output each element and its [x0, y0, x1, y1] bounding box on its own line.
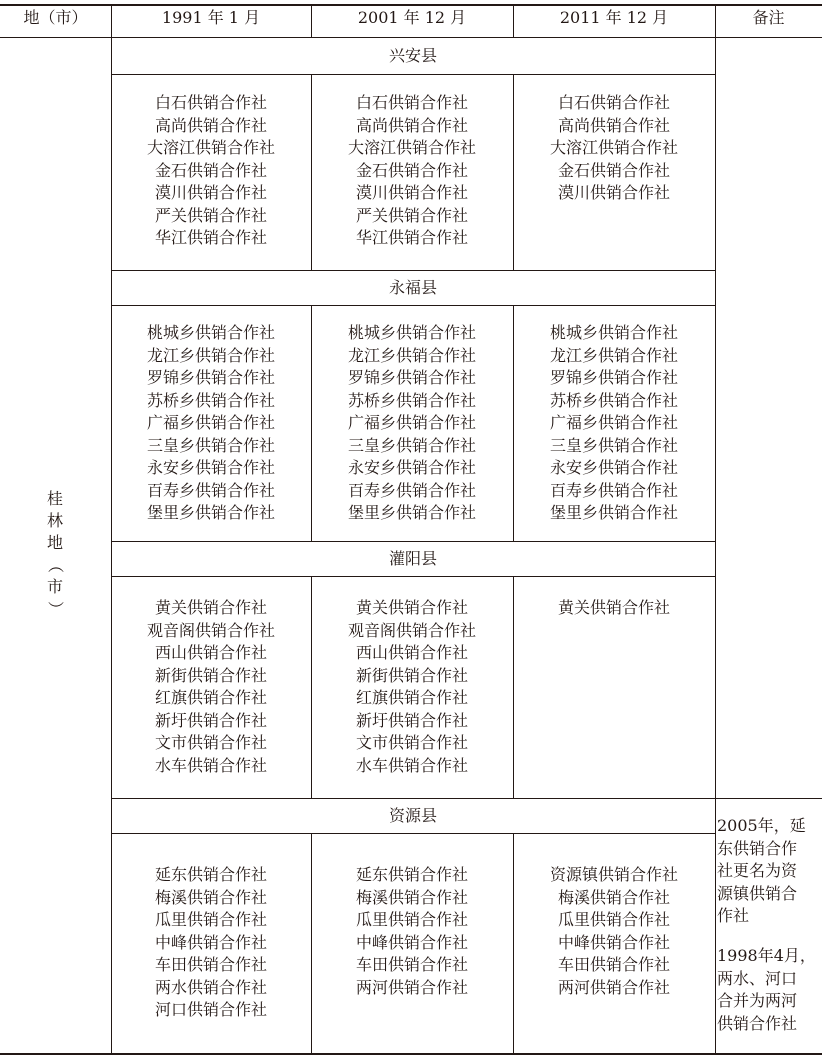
text-line: 河口供销合作社 [154, 1000, 267, 1019]
text-line: 罗锦乡供销合作社 [347, 368, 476, 387]
coop-list-2001 [311, 864, 513, 999]
region-paren-open: （ [46, 556, 65, 573]
text-line: 白石供销合作社 [154, 93, 267, 112]
text-line: 白石供销合作社 [355, 93, 468, 112]
text-line: 西山供销合作社 [355, 643, 468, 662]
text-line: 高尚供销合作社 [557, 115, 670, 135]
region-paren-close: ） [46, 600, 65, 617]
text-line: 2005年，延 [717, 816, 806, 835]
text-line: 中峰供销合作社 [355, 932, 468, 952]
coop-list-2001 [311, 597, 513, 777]
text-line: 延东供销合作社 [154, 865, 267, 884]
text-line: 两水供销合作社 [154, 977, 267, 997]
text-line: 百寿乡供销合作社 [549, 480, 678, 500]
text-line: 白石供销合作社 [557, 93, 670, 112]
text-line: 合并为两河 [717, 991, 798, 1010]
note-merge [717, 945, 817, 1035]
header-2011: 2011 年 12 月 [559, 8, 669, 27]
text-line: 三皇乡供销合作社 [549, 435, 678, 455]
text-line: 严关供销合作社 [154, 205, 267, 225]
county-name: 兴安县 [388, 46, 437, 65]
text-line: 东供销合作 [717, 838, 798, 858]
coop-list-1991 [111, 597, 311, 777]
text-line: 高尚供销合作社 [154, 115, 267, 135]
text-line: 苏桥乡供销合作社 [146, 390, 275, 410]
coop-list-2011 [513, 322, 715, 525]
coop-list-1991 [111, 322, 311, 525]
text-line: 金石供销合作社 [154, 160, 267, 180]
col-rule-4 [715, 4, 716, 1054]
text-line: 百寿乡供销合作社 [146, 480, 275, 500]
text-line: 两河供销合作社 [355, 977, 468, 997]
county-rule-1 [111, 74, 715, 75]
text-line: 社更名为资 [717, 861, 798, 880]
text-line: 龙江乡供销合作社 [549, 345, 678, 365]
text-line: 堡里乡供销合作社 [347, 503, 476, 522]
text-line: 黄关供销合作社 [154, 598, 267, 617]
text-line: 堡里乡供销合作社 [549, 503, 678, 522]
text-line: 三皇乡供销合作社 [347, 435, 476, 455]
text-line: 黄关供销合作社 [557, 598, 670, 617]
text-line: 梅溪供销合作社 [154, 887, 267, 907]
text-line: 严关供销合作社 [355, 205, 468, 225]
text-line: 瓜里供销合作社 [355, 910, 468, 929]
text-line: 龙江乡供销合作社 [347, 345, 476, 365]
text-line: 广福乡供销合作社 [549, 413, 678, 432]
header-1991: 1991 年 1 月 [161, 8, 261, 27]
header-notes: 备注 [752, 8, 785, 27]
text-line: 中峰供销合作社 [557, 932, 670, 952]
text-line: 瓜里供销合作社 [154, 910, 267, 929]
text-line: 华江供销合作社 [355, 228, 468, 247]
text-line: 桃城乡供销合作社 [549, 323, 678, 342]
text-line: 广福乡供销合作社 [347, 413, 476, 432]
header-rule [0, 37, 822, 38]
text-line: 观音阁供销合作社 [347, 620, 476, 640]
text-line: 红旗供销合作社 [355, 688, 468, 707]
text-line: 瓜里供销合作社 [557, 910, 670, 929]
county-name: 灌阳县 [388, 549, 437, 568]
text-line: 延东供销合作社 [355, 865, 468, 884]
county-rule-3 [111, 576, 715, 577]
text-line: 供销合作社 [717, 1013, 798, 1033]
text-line: 高尚供销合作社 [355, 115, 468, 135]
text-line: 百寿乡供销合作社 [347, 480, 476, 500]
text-line: 永安乡供销合作社 [146, 458, 275, 477]
region-char: 市 [46, 577, 63, 596]
coop-list-2011 [513, 92, 715, 205]
text-line: 新街供销合作社 [355, 665, 468, 685]
text-line: 新圩供销合作社 [355, 710, 468, 730]
text-line: 西山供销合作社 [154, 643, 267, 662]
text-line: 梅溪供销合作社 [355, 887, 468, 907]
text-line: 文市供销合作社 [154, 733, 267, 752]
note-rename [717, 815, 817, 928]
region-label [40, 488, 70, 620]
coop-list-2001 [311, 92, 513, 250]
text-line: 中峰供销合作社 [154, 932, 267, 952]
text-line: 金石供销合作社 [557, 160, 670, 180]
text-line: 黄关供销合作社 [355, 598, 468, 617]
coop-list-2011 [513, 597, 715, 620]
header-region: 地（市） [23, 8, 88, 27]
section-rule-2 [111, 541, 715, 542]
coop-list-2001 [311, 322, 513, 525]
text-line: 漠川供销合作社 [154, 183, 267, 202]
bottom-rule [0, 1053, 822, 1055]
text-line: 文市供销合作社 [355, 733, 468, 752]
text-line: 三皇乡供销合作社 [146, 435, 275, 455]
text-line: 苏桥乡供销合作社 [347, 390, 476, 410]
text-line: 堡里乡供销合作社 [146, 503, 275, 522]
text-line: 永安乡供销合作社 [347, 458, 476, 477]
text-line: 水车供销合作社 [154, 755, 267, 775]
text-line: 广福乡供销合作社 [146, 413, 275, 432]
text-line: 华江供销合作社 [154, 228, 267, 247]
text-line: 漠川供销合作社 [557, 183, 670, 202]
county-name: 永福县 [388, 278, 437, 297]
text-line: 水车供销合作社 [355, 755, 468, 775]
text-line: 罗锦乡供销合作社 [146, 368, 275, 387]
county-name: 资源县 [388, 806, 437, 825]
header-2001: 2001 年 12 月 [357, 8, 467, 27]
text-line: 作社 [717, 906, 750, 925]
region-char: 林 [46, 511, 63, 530]
county-rule-2 [111, 305, 715, 306]
coop-list-2011 [513, 864, 715, 999]
coop-list-1991 [111, 864, 311, 1022]
county-rule-4 [111, 833, 715, 834]
text-line: 罗锦乡供销合作社 [549, 368, 678, 387]
region-char: 桂 [46, 489, 63, 508]
text-line: 车田供销合作社 [557, 955, 670, 974]
text-line: 资源镇供销合作社 [549, 865, 678, 884]
coop-list-1991 [111, 92, 311, 250]
text-line: 大溶江供销合作社 [549, 138, 678, 157]
text-line: 车田供销合作社 [154, 955, 267, 974]
text-line: 大溶江供销合作社 [146, 138, 275, 157]
text-line: 新圩供销合作社 [154, 710, 267, 730]
text-line: 车田供销合作社 [355, 955, 468, 974]
text-line: 金石供销合作社 [355, 160, 468, 180]
text-line: 观音阁供销合作社 [146, 620, 275, 640]
text-line: 永安乡供销合作社 [549, 458, 678, 477]
text-line: 梅溪供销合作社 [557, 887, 670, 907]
text-line: 红旗供销合作社 [154, 688, 267, 707]
text-line: 桃城乡供销合作社 [347, 323, 476, 342]
text-line: 漠川供销合作社 [355, 183, 468, 202]
text-line: 龙江乡供销合作社 [146, 345, 275, 365]
text-line: 两水、河口 [717, 968, 798, 988]
text-line: 两河供销合作社 [557, 977, 670, 997]
text-line: 源镇供销合 [717, 883, 798, 903]
text-line: 1998年4月， [717, 946, 816, 965]
top-rule [0, 4, 822, 6]
text-line: 桃城乡供销合作社 [146, 323, 275, 342]
text-line: 新街供销合作社 [154, 665, 267, 685]
section-rule-1 [111, 270, 715, 271]
region-char: 地 [46, 533, 63, 552]
text-line: 苏桥乡供销合作社 [549, 390, 678, 410]
text-line: 大溶江供销合作社 [347, 138, 476, 157]
